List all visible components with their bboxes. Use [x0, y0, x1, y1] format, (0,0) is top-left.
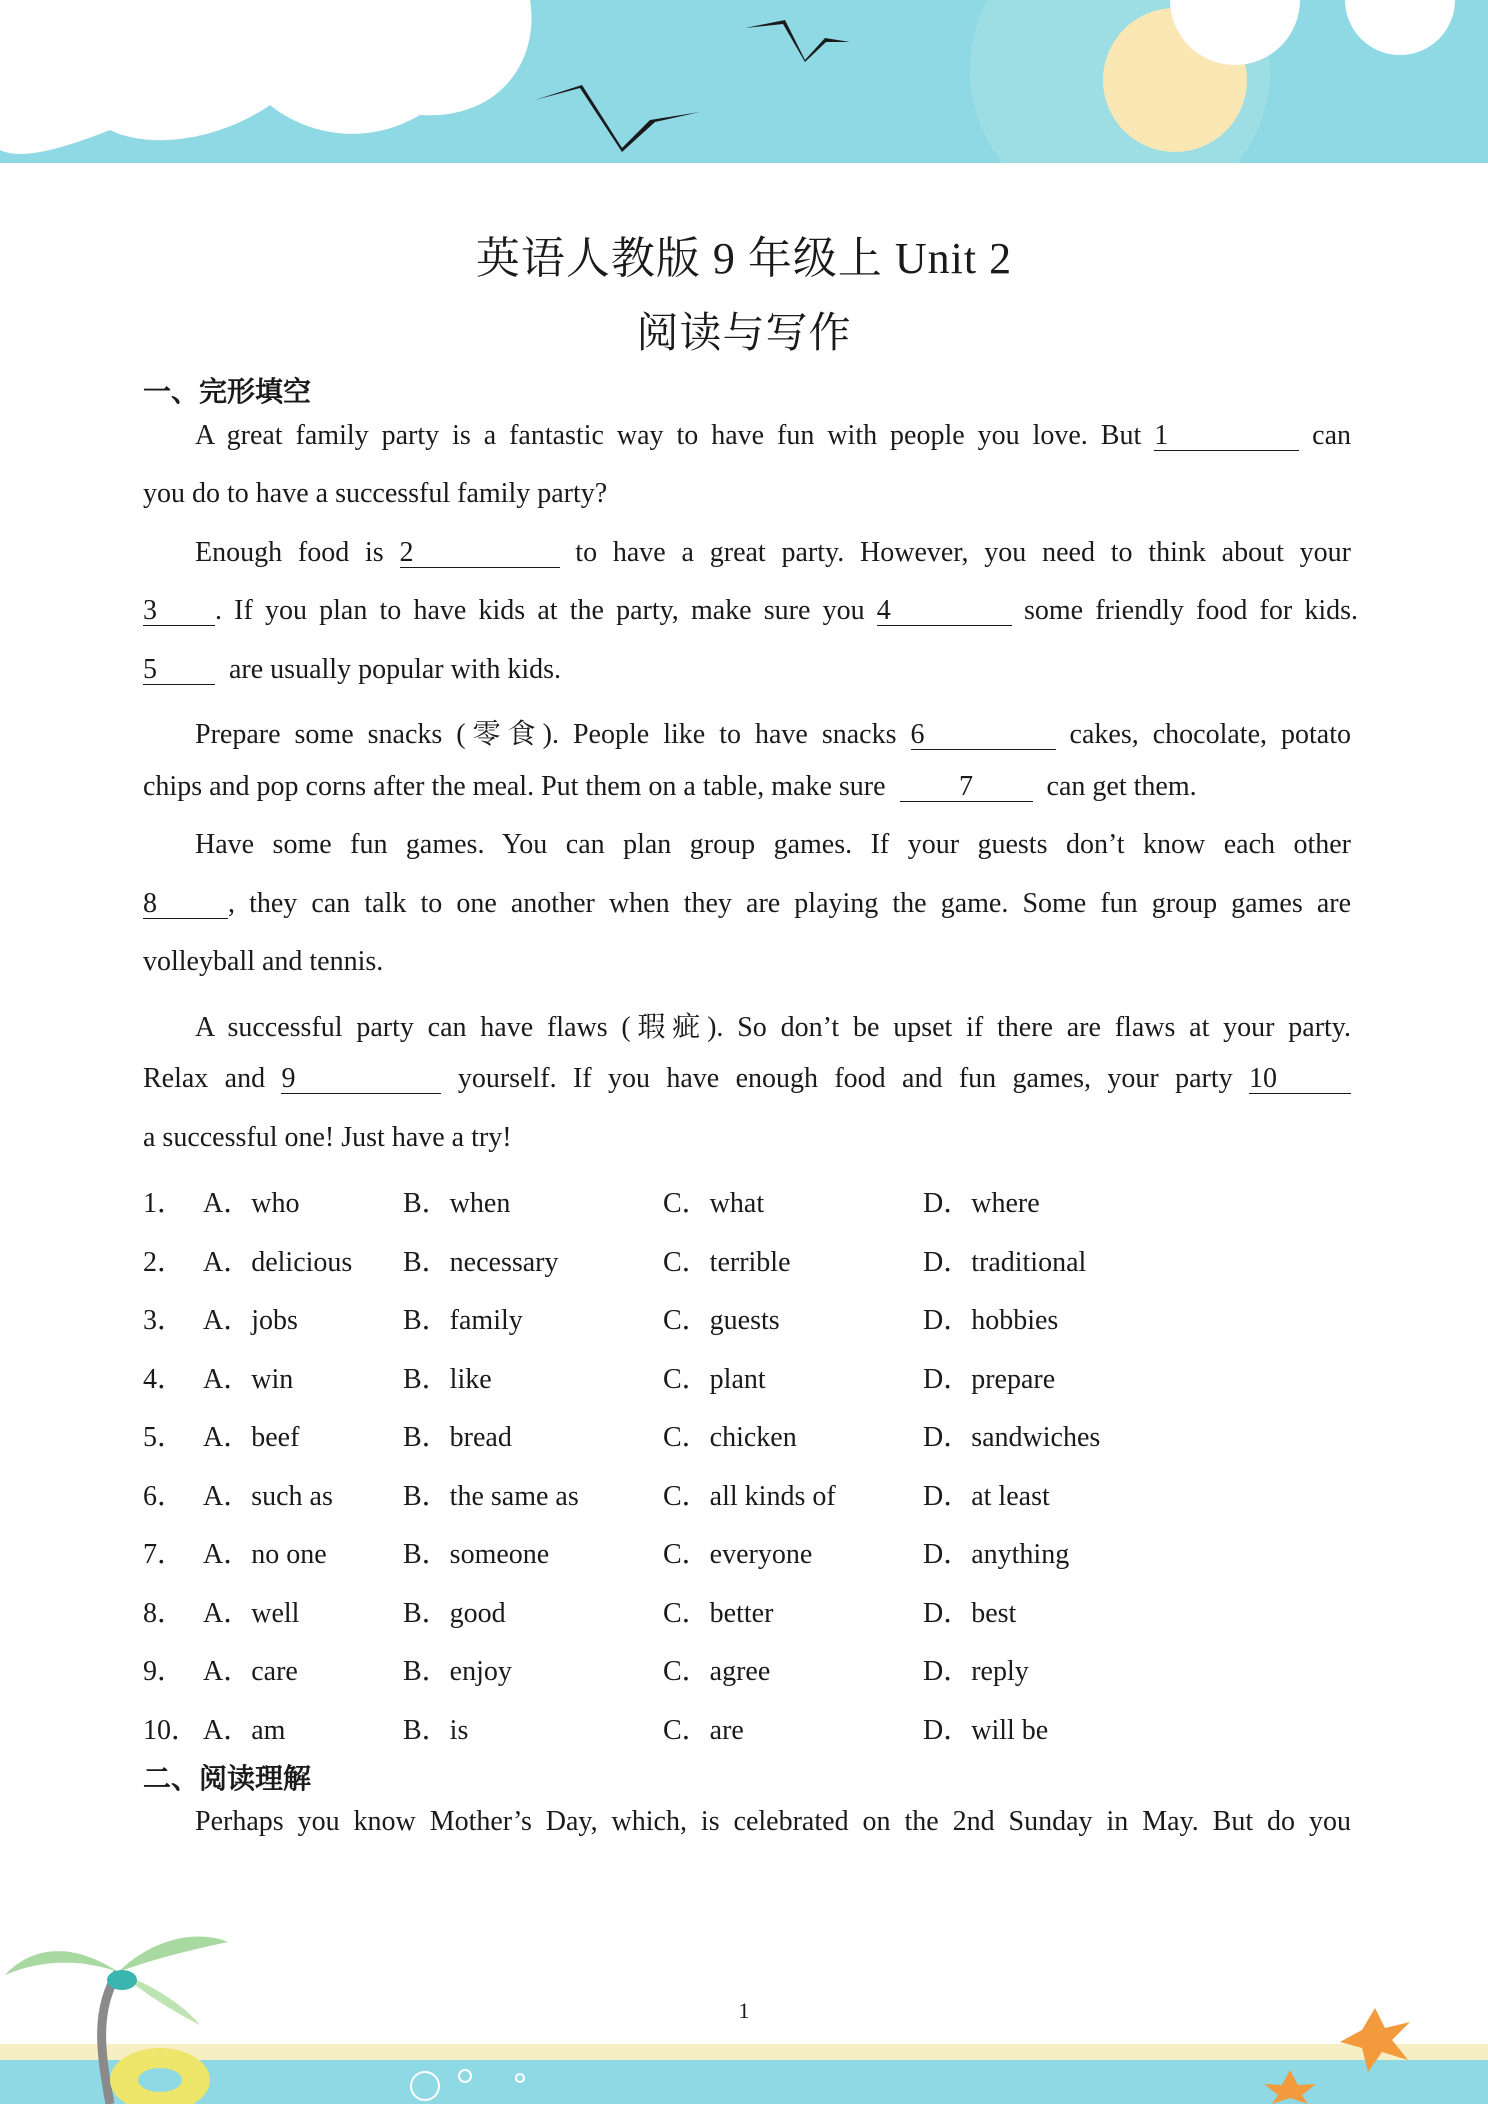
text-line: 3 . If you plan to have kids at the party, make sure you 4 some friendly food for kids.: [143, 595, 1359, 626]
question-number: 1．: [143, 1188, 186, 1219]
text-line: A great family party is a fantastic way to have fun with people you love. But 1 can: [195, 420, 1352, 451]
blank-6[interactable]: 6: [911, 720, 1056, 750]
option-c[interactable]: C．all kinds of: [663, 1481, 836, 1512]
text-line: 5 are usually popular with kids.: [143, 654, 562, 685]
option-a[interactable]: A．well: [203, 1598, 300, 1629]
header-sky-banner: [0, 0, 1488, 170]
option-b[interactable]: B．enjoy: [403, 1656, 512, 1687]
option-d[interactable]: D．traditional: [923, 1247, 1087, 1278]
text-line: chips and pop corns after the meal. Put them on a table, make sure 7 can get them.: [143, 771, 1197, 802]
question-number: 8．: [143, 1598, 186, 1629]
option-a[interactable]: A．beef: [203, 1422, 300, 1453]
text-line: Have some fun games. You can plan group games. If your guests don’t know each other: [195, 829, 1351, 860]
blank-4[interactable]: 4: [877, 596, 1012, 626]
option-b[interactable]: B．bread: [403, 1422, 512, 1453]
blank-7[interactable]: 7: [900, 772, 1033, 802]
blank-2[interactable]: 2: [400, 538, 560, 568]
option-a[interactable]: A．care: [203, 1656, 298, 1687]
option-a[interactable]: A．am: [203, 1715, 286, 1746]
option-b[interactable]: B．when: [403, 1188, 511, 1219]
question-row: [143, 1298, 1243, 1334]
blank-9[interactable]: 9: [281, 1064, 441, 1094]
option-a[interactable]: A．jobs: [203, 1305, 298, 1336]
option-d[interactable]: D．hobbies: [923, 1305, 1059, 1336]
option-d[interactable]: D．at least: [923, 1481, 1050, 1512]
option-c[interactable]: C．terrible: [663, 1247, 791, 1278]
blank-5[interactable]: 5: [143, 655, 215, 685]
option-b[interactable]: B．someone: [403, 1539, 550, 1570]
option-c[interactable]: C．are: [663, 1715, 744, 1746]
option-a[interactable]: A．who: [203, 1188, 300, 1219]
option-d[interactable]: D．sandwiches: [923, 1422, 1101, 1453]
option-d[interactable]: D．anything: [923, 1539, 1070, 1570]
page-subtitle: 阅读与写作: [636, 308, 852, 357]
blank-3[interactable]: 3: [143, 596, 215, 626]
section-heading-reading: 二、阅读理解: [143, 1762, 312, 1795]
option-b[interactable]: B．like: [403, 1364, 492, 1395]
option-a[interactable]: A．delicious: [203, 1247, 353, 1278]
option-b[interactable]: B．necessary: [403, 1247, 559, 1278]
text-line: a successful one! Just have a try!: [143, 1122, 512, 1153]
page-number: 1: [738, 1998, 750, 2023]
question-row: [143, 1708, 1243, 1744]
blank-1[interactable]: 1: [1154, 421, 1299, 451]
question-row: [143, 1591, 1243, 1627]
option-c[interactable]: C．better: [663, 1598, 774, 1629]
text-line: Enough food is 2 to have a great party. However, you need to think about your: [195, 537, 1351, 568]
text-line: Perhaps you know Mother’s Day, which, is celebrated on the 2nd Sunday in May. But do you: [195, 1806, 1351, 1837]
footer-beach-banner: [0, 1920, 1488, 2104]
question-row: [143, 1415, 1243, 1451]
question-row: [143, 1181, 1243, 1217]
option-c[interactable]: C．everyone: [663, 1539, 813, 1570]
option-c[interactable]: C．what: [663, 1188, 765, 1219]
option-d[interactable]: D．reply: [923, 1656, 1029, 1687]
text-line: Prepare some snacks (零食). People like to have snacks 6 cakes, chocolate, potato: [195, 719, 1352, 750]
question-number: 5．: [143, 1422, 186, 1453]
option-b[interactable]: B．family: [403, 1305, 523, 1336]
page-title: 英语人教版 9 年级上 Unit 2: [475, 234, 1013, 283]
text-line: you do to have a successful family party?: [143, 478, 608, 509]
question-row: [143, 1532, 1243, 1568]
question-row: [143, 1357, 1243, 1393]
blank-8[interactable]: 8: [143, 889, 228, 919]
blank-10[interactable]: 10: [1249, 1064, 1351, 1094]
option-a[interactable]: A．win: [203, 1364, 294, 1395]
question-number: 7．: [143, 1539, 186, 1570]
text-line: volleyball and tennis.: [143, 946, 384, 977]
question-number: 3．: [143, 1305, 186, 1336]
question-number: 2．: [143, 1247, 186, 1278]
question-number: 4．: [143, 1364, 186, 1395]
option-d[interactable]: D．best: [923, 1598, 1017, 1629]
option-b[interactable]: B．the same as: [403, 1481, 579, 1512]
option-c[interactable]: C．chicken: [663, 1422, 797, 1453]
question-row: [143, 1474, 1243, 1510]
option-d[interactable]: D．where: [923, 1188, 1040, 1219]
option-c[interactable]: C．plant: [663, 1364, 766, 1395]
section-heading-cloze: 一、完形填空: [143, 375, 312, 408]
option-a[interactable]: A．such as: [203, 1481, 333, 1512]
text-line: A successful party can have flaws (瑕疵). So don’t be upset if there are flaws at your party.: [195, 1012, 1351, 1043]
question-number: 10．: [143, 1715, 200, 1746]
question-number: 9．: [143, 1656, 186, 1687]
text-line: 8 , they can talk to one another when they are playing the game. Some fun group games are: [143, 888, 1351, 919]
option-c[interactable]: C．agree: [663, 1656, 771, 1687]
question-row: [143, 1649, 1243, 1685]
option-b[interactable]: B．good: [403, 1598, 506, 1629]
question-row: [143, 1240, 1243, 1276]
text-line: Relax and 9 yourself. If you have enough food and fun games, your party 10: [143, 1063, 1351, 1095]
option-d[interactable]: D．will be: [923, 1715, 1049, 1746]
question-number: 6．: [143, 1481, 186, 1512]
option-d[interactable]: D．prepare: [923, 1364, 1056, 1395]
option-b[interactable]: B．is: [403, 1715, 469, 1746]
option-a[interactable]: A．no one: [203, 1539, 327, 1570]
option-c[interactable]: C．guests: [663, 1305, 780, 1336]
